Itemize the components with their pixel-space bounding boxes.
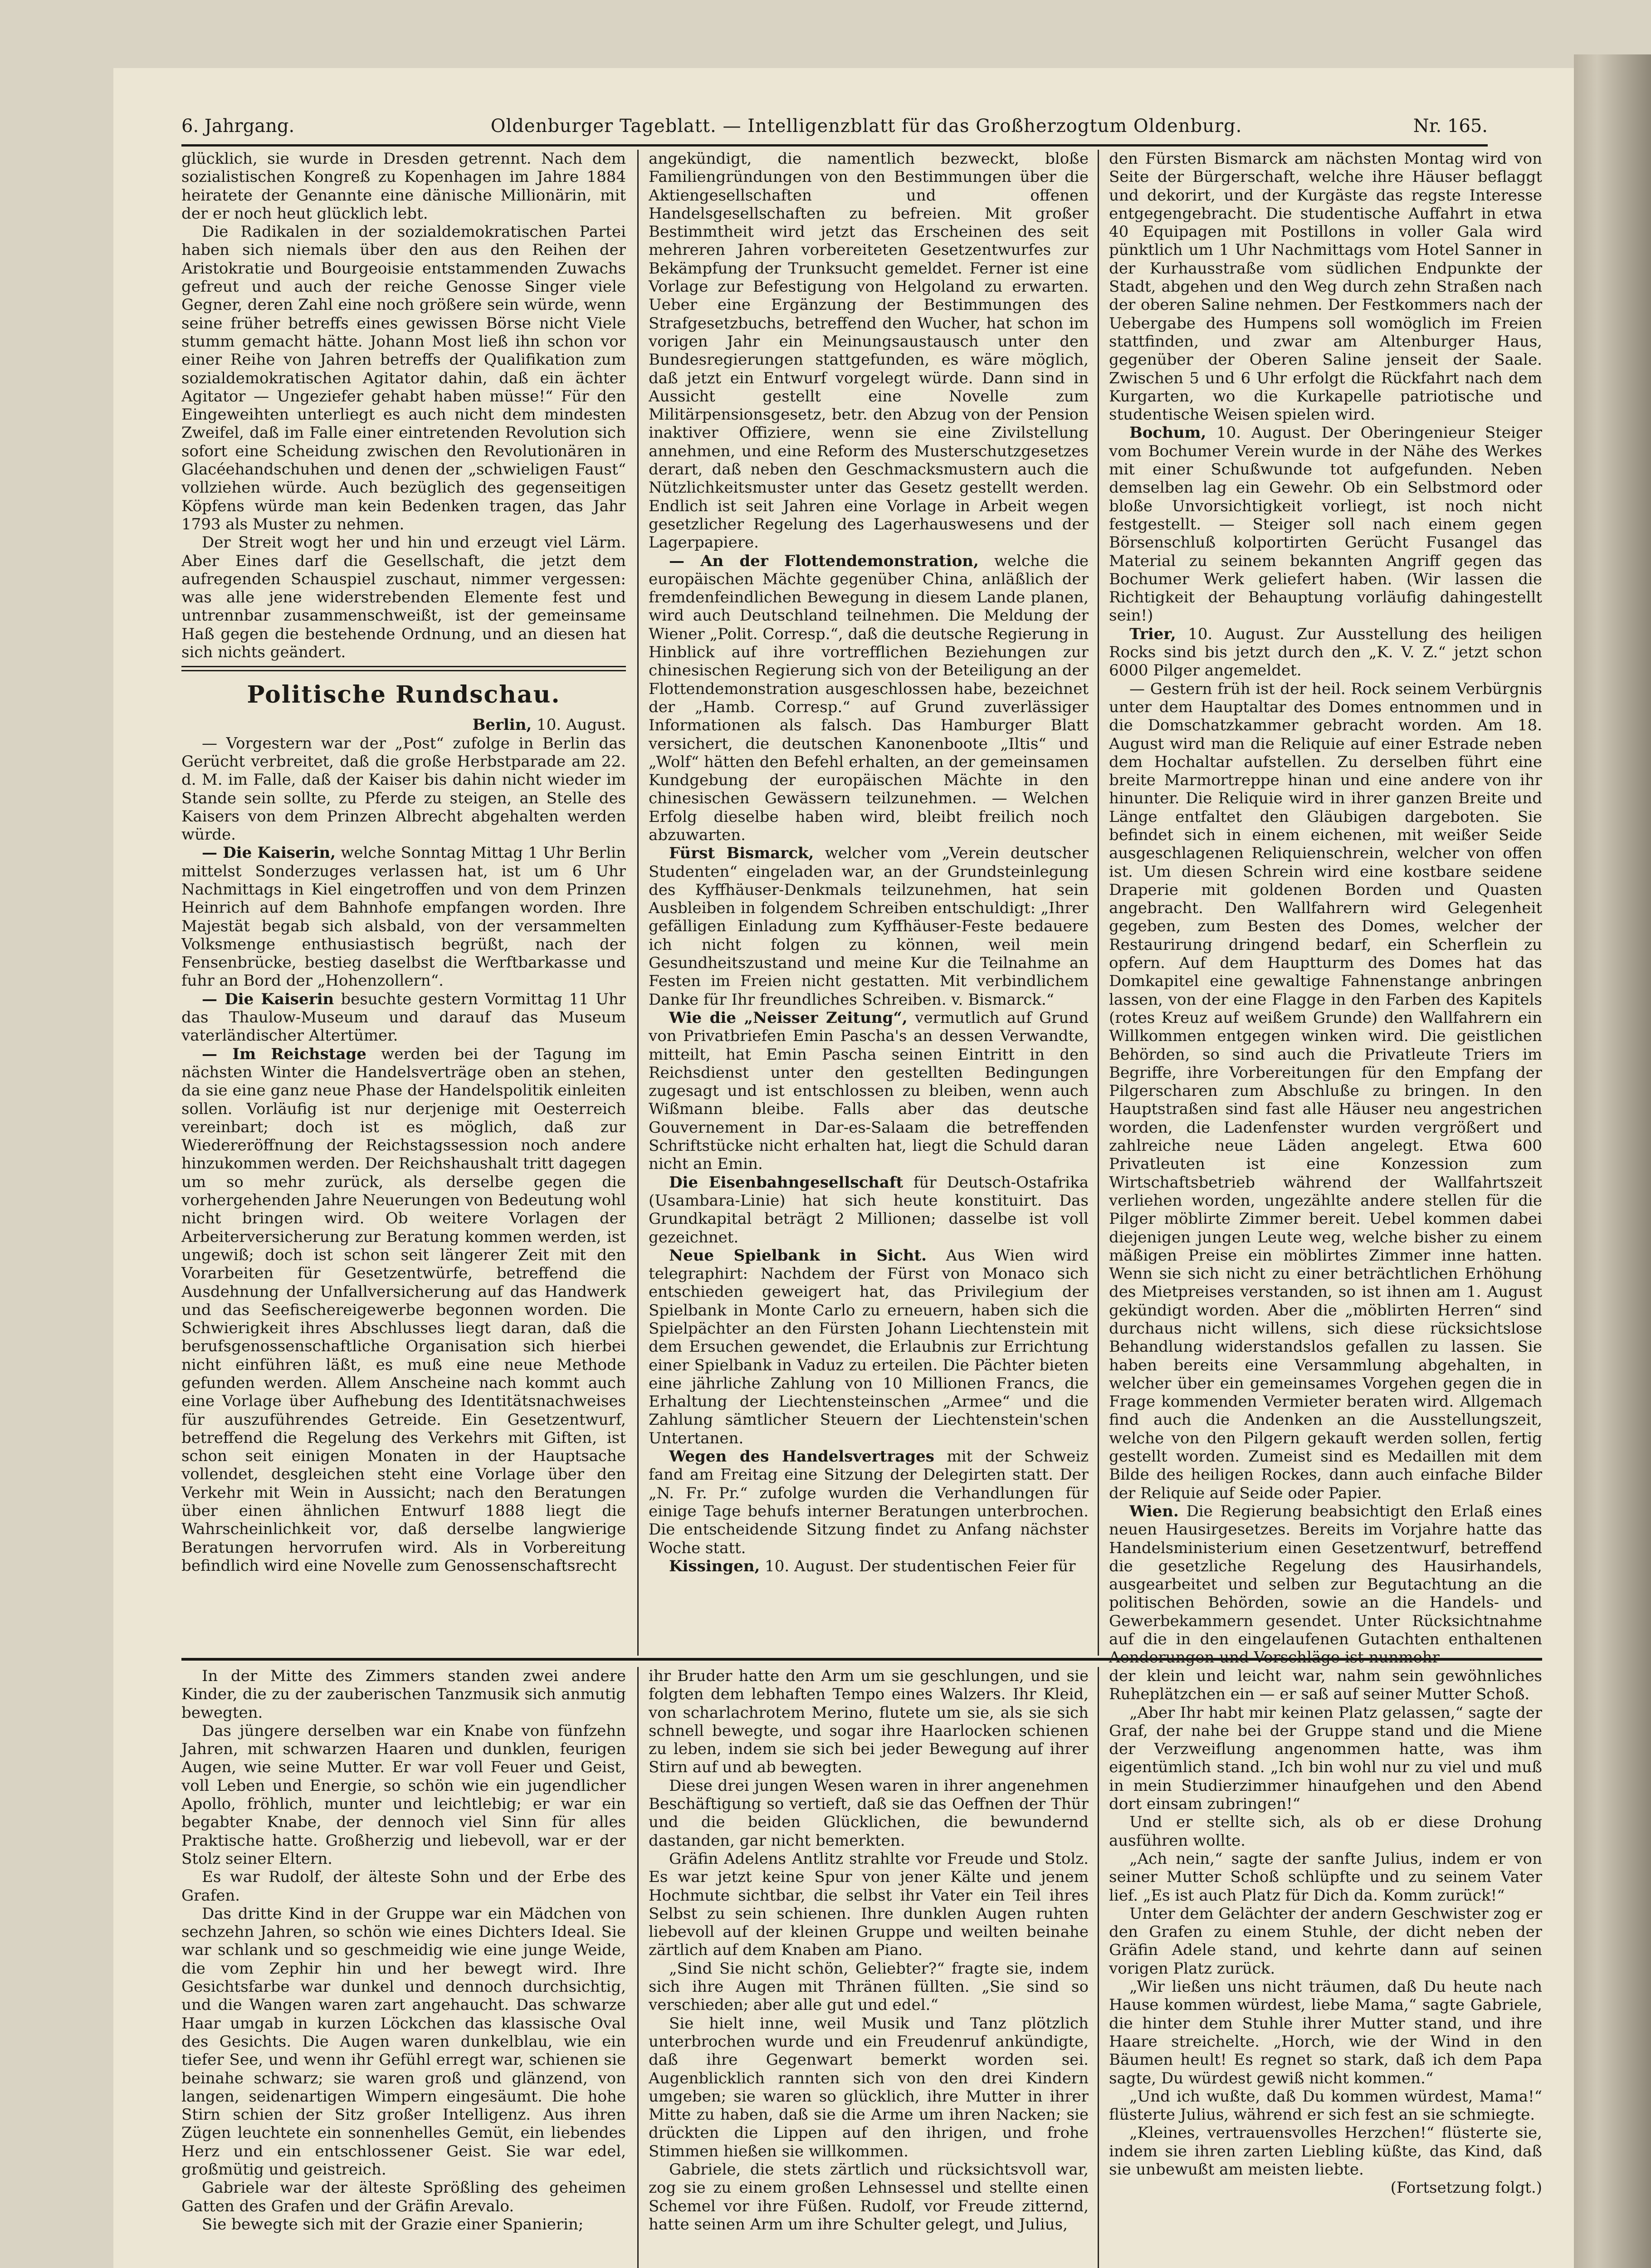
paragraph: „Kleines, vertrauensvolles Herzchen!“ flüsterte sie, indem sie ihren zarten Liebling küßte, das Kind, daß sie unbewußt am meisten liebte. [1109,2124,1542,2179]
item-heading: Die Eisenbahngesellschaft [669,1173,904,1192]
paragraph: „Ach nein,“ sagte der sanfte Julius, indem er von seiner Mutter Schoß schlüpfte und zu seinem Vater lief. „Es ist auch Platz für Dich da. Komm zurück!“ [1109,1849,1542,1905]
paragraph: Das jüngere derselben war ein Knabe von fünfzehn Jahren, mit schwarzen Haaren und dunklen, feurigen Augen, wie seine Mutter. Er war voll Feuer und Geist, voll Leben und Energie, so schön wie ein jugendlicher Apollo, fröhlich, munter und leichtlebig; er war ein begabter Knabe, der dennoch viel Sinn für alles Praktische hatte. Großherzig und liebevoll, war er der Stolz seiner Eltern. [181,1721,626,1868]
feuilleton-column-1 [181,1667,626,2268]
item-heading: Kissingen, [669,1557,760,1575]
paragraph: mit der Schweiz fand am Freitag eine Sitzung der Delegirten statt. Der „N. Fr. Pr.“ zufolge wurden die Verhandlungen für einige Tage behufs interner Beratungen unterbrochen. Die entscheidende Sitzung findet zu Anfang nächster Woche statt. [649,1447,1089,1557]
section-title: Politische Rundschau. [247,681,561,709]
column-2 [649,150,1089,1647]
paragraph: — Vorgestern war der „Post“ zufolge in Berlin das Gerücht verbreitet, daß die große Herbstparade am 22. d. M. im Falle, daß der Kaiser bis dahin nicht wieder im Stande sein sollte, zu Pferde zu steigen, an Stelle des Kaisers von dem Prinzen Albrecht abgehalten werden würde. [181,734,626,844]
paragraph: Die Regierung beabsichtigt den Erlaß eines neuen Hausirgesetzes. Bereits im Vorjahre hatte das Handelsministerium einen Gesetzentwurf, betreffend die gesetzliche Regelung des Hausirhandels, ausgearbeitet und selben zur Begutachtung an die politischen Behörden, sowie an die Handels- und Gewerbekammern gesendet. Unter Rücksichtnahme auf die in den eingelaufenen Gutachten enthaltenen [1109,1502,1543,1649]
header-rule [181,144,1488,147]
paragraph: — Gestern früh ist der heil. Rock seinem Verbürgnis unter dem Hauptaltar des Domes entnommen und in die Domschatzkammer gebracht worden. Am 18. August wird man die Reliquie auf einer Estrade neben dem Hochaltar aufstellen. Zu derselben führt eine breite Marmortreppe hinan und eine andere von ihr hinunter. Die Reliquie wird in ihrer ganzen Breite und Länge entfaltet den Gläubigen dargeboten. Sie befindet sich in einem eichenen, mit weißer Seide ausgeschlagenen Reliquienschrein, welcher von offen ist. Um diesen Schrein wird eine kostbare seidene Draperie mit goldenen Borden und Quasten angebracht. Den Wallfahrern wird Gelegenheit gegeben, zum Besten des Domes, welcher der Restaurirung dringend bedarf, ein Scherflein zu opfern. Auf dem Hauptturm des Domes hat das Domkapitel eine gewaltige Fahnenstange anbringen lassen, von der eine Flagge in den Farben des Kapitels (rotes Kreuz auf weißem Grunde) den Wallfahrern ein Willkommen entgegen winken wird. Die geistlichen Behörden, so sind auch die Privatleute Triers im Begriffe, ihre Vorbereitungen für den Empfang der Pilgerscharen zum Abschluße zu bringen. In den Hauptstraßen sind fast alle Häuser neu angestrichen worden, die Ladenfenster wurden vergrößert und zahlreiche neue Läden angelegt. Etwa 600 Privatleuten ist eine Konzession zum Wirtschaftsbetrieb während der Wallfahrtszeit verliehen worden, ungezählte andere stellen für die Pilger möblirte Zimmer bereit. Uebel kommen dabei diejenigen jungen Leute weg, welche bisher zu einem mäßigen Preise ein möblirtes Zimmer inne hatten. Wenn sie sich nicht zu einer beträchtlichen Erhöhung des Mietpreises verstanden, so ist ihnen am 1. August gekündigt worden. Aber die „möblirten Herren“ sind durchaus nicht willens, sich diese rücksichtslose Behandlung widerstandslos gefallen zu lassen. Sie haben bereits eine Versammlung abgehalten, in welcher über ein gemeinsames Vorgehen gegen die in Frage kommenden Vermieter beraten wird. Allgemach find auch die Andenken an die Ausstellungszeit, welche von den Pilgern gekauft werden sollen, fertig gestellt worden. Zumeist sind es Medaillen mit dem Bilde des heiligen Rockes, dann auch einfache Bilder der Reliquie auf Seide oder Papier. [1109,679,1542,1502]
paragraph: Aus Wien wird telegraphirt: Nachdem der Fürst von Monaco sich entschieden geweigert hat, das Privilegium der Spielbank in Monte Carlo zu erneuern, haben sich die Spielpächter an den Fürsten Johann Liechtenstein mit dem Ersuchen gewendet, die Erlaubnis zur Errichtung einer Spielbank in Vaduz zu erteilen. Die Pächter bieten eine jährliche Zahlung von 10 Millionen Francs, die Erhaltung der Liechtensteinschen „Armee“ und die Zahlung sämtlicher Steuern der Liechtenstein'schen Untertanen. [649,1246,1089,1447]
paragraph: welche die europäischen Mächte gegenüber China, anläßlich der fremdenfeindlichen Bewegung in diesem Lande planen, wird auch Deutschland teilnehmen. Die Meldung der Wiener „Polit. Corresp.“, daß die deutsche Regierung in Hinblick auf ihre vortrefflichen Beziehungen zur chinesischen Regierung sich von der Beteiligung an der Flottendemonstration ausgeschlossen habe, bezeichnet der „Hamb. Corresp.“ auf Grund zuverlässiger Informationen als falsch. Das Hamburger Blatt versichert, die deutschen Kanonenboote „Iltis“ und „Wolf“ hätten den Befehl erhalten, an der gemeinsamen Kundgebung der europäischen Mächte in den chinesischen Gewässern teilzunehmen. — Welchen Erfolg dieselbe haben wird, bleibt freilich noch abzuwarten. [649,552,1089,844]
item-heading: Wegen des Handelsvertrages [669,1447,934,1466]
paragraph: „Wir ließen uns nicht träumen, daß Du heute nach Hause kommen würdest, liebe Mama,“ sagte Gabriele, die hinter dem Stuhle ihrer Mutter stand, und ihre Haare streichelte. „Horch, wie der Wind in den Bäumen heult! Es regnet so stark, daß ich dem Papa sagte, Du würdest gewiß nicht kommen.“ [1109,1978,1542,2087]
paragraph: Gräfin Adelens Antlitz strahlte vor Freude und Stolz. Es war jetzt keine Spur von jener Kälte und jenem Hochmute sichtbar, die selbst ihr Vater ein Teil ihres Selbst zu sein schienen. Ihre dunklen Augen ruhten liebevoll auf der kleinen Gruppe und weilten beinahe zärtlich auf dem Knaben am Piano. [649,1849,1089,1960]
paragraph: für Deutsch-Ostafrika (Usambara-Linie) hat sich heute konstituirt. Das Grundkapital beträgt 2 Millionen; dasselbe ist voll gezeichnet. [649,1173,1089,1246]
paragraph: 10. August. Der studentischen Feier für [765,1557,1076,1575]
paragraph: besuchte gestern Vormittag 11 Uhr das Thaulow-Museum und darauf das Museum vaterländischer Altertümer. [181,990,626,1045]
paragraph: „Aber Ihr habt mir keinen Platz gelassen,“ sagte der Graf, der nahe bei der Gruppe stand und die Miene der Verzweiflung angenommen hatte, was ihm eigentümlich stand. „Ich bin wohl nur zu viel und muß in mein Studierzimmer hinaufgehen und den Abend dort einsam zubringen!“ [1109,1703,1542,1813]
paragraph: 10. August. Der Oberingenieur Steiger vom Bochumer Verein wurde in der Nähe des Werkes mit einer Schußwunde tot aufgefunden. Neben demselben lag ein Gewehr. Ob ein Selbstmord oder bloße Unvorsichtigkeit vorliegt, ist noch nicht festgestellt. — Steiger soll nach einem gegen Börsenschluß kolportirten Gerücht Fusangel das Material zu seinem bekannten Angriff gegen das Bochumer Werk geliefert haben. (Wir lassen die Richtigkeit der Behauptung vorläufig dahingestellt sein!) [1109,424,1542,625]
page-header [181,111,1488,147]
item-heading: Wie die „Neisser Zeitung“, [669,1008,908,1027]
paragraph: Sie hielt inne, weil Musik und Tanz plötzlich unterbrochen wurde und ein Freudenruf ankündigte, daß ihre Gegenwart bemerkt worden sei. Augenblicklich rannten sich von den drei Kindern umgeben; sie waren so glücklich, ihre Mutter in ihrer Mitte zu haben, daß sie die Arme um ihren Nacken; sie drückten die Lippen auf den ihrigen, und frohe Stimmen hießen sie willkommen. [649,2014,1089,2160]
paragraph: der klein und leicht war, nahm sein gewöhnliches Ruheplätzchen ein — er saß auf seiner Mutter Schoß. [1109,1667,1542,1704]
paragraph: werden bei der Tagung im nächsten Winter die Handelsverträge oben an stehen, da sie eine ganz neue Phase der Handelspolitik einleiten sollen. Vorläufig ist nur derjenige mit Oesterreich vereinbart; doch ist es möglich, daß zur Wiedereröffnung der Reichstagssession noch andere hinzukommen werden. Der Reichshaushalt tritt dagegen um so mehr zurück, als derselbe gegen die vorhergehenden Jahre Neuerungen von Bedeutung wohl nicht bringen wird. Ob weitere Vorlagen der Arbeiterversicherung zur Beratung kommen werden, ist ungewiß; doch ist schon seit längerer Zeit mit den Vorarbeiten für Gesetzentwürfe, betreffend die Ausdehnung der Unfallversicherung auf das Handwerk und das Seefischereigewerbe begonnen worden. Die Schwierigkeit ihres Abschlusses liegt daran, daß die berufsgenossenschaftliche Organisation sich hierbei nicht einführen läßt, es muß eine neue Methode gefunden werden. Allem Anscheine nach kommt auch eine Vorlage über Aufhebung des Identitätsnachweises für auszuführendes Getreide. Ein Gesetzentwurf, betreffend die Regelung des Verkehrs mit Giften, ist schon seit einigen Monaten in der Hauptsache vollendet, desgleichen steht eine Vorlage über den Verkehr mit Wein in Aussicht; nach den Beratungen über einen ähnlichen Entwurf 1888 liegt die Wahrscheinlichkeit vor, daß derselbe langwierige Beratungen hervorrufen wird. Als in Vorbereitung befindlich wird eine Novelle zum Genossenschaftsrecht [181,1045,626,1575]
paragraph: Diese drei jungen Wesen waren in ihrer angenehmen Beschäftigung so vertieft, daß sie das Oeffnen der Thür und die beiden Glücklichen, die bewundernd dastanden, gar nicht bemerkten. [649,1776,1089,1850]
paragraph: In der Mitte des Zimmers standen zwei andere Kinder, die zu der zauberischen Tanzmusik sich anmutig bewegten. [181,1667,626,1722]
column-rule [637,150,639,1656]
paragraph: „Und ich wußte, daß Du kommen würdest, Mama!“ flüsterte Julius, während er sich fest an sie schmiegte. [1109,2087,1542,2124]
item-heading: Wien. [1129,1502,1179,1520]
paragraph: vermutlich auf Grund von Privatbriefen Emin Pascha's an dessen Verwandte, mitteilt, hat Emin Pascha seinen Eintritt in den Reichsdienst unter den gestellten Bedingungen zugesagt und ist entschlossen zu bleiben, wenn auch Wißmann bleibe. Falls aber das deutsche Gouvernement in Dar-es-Salaam die betreffenden Schriftstücke nicht erhalten hat, liegt die Schuld daran nicht an Emin. [649,1008,1089,1173]
dateline-date: 10. August. [537,716,626,734]
paragraph: welcher vom „Verein deutscher Studenten“ eingeladen war, an der Grundsteinlegung des Kyffhäuser-Denkmals teilzunehmen, hat sein Ausbleiben in folgendem Schreiben entschuldigt: „Ihrer gefälligen Einladung zum Kyffhäuser-Feste bedauere ich nicht folgen zu können, weil mein Gesundheitszustand und meine Kur die Teilnahme an Festen im Freien nicht gestatten. Mit verbindlichem Danke für Ihr freundliches Schreiben. v. Bismarck.“ [649,844,1089,1009]
issue-number: Nr. 165. [1413,116,1488,137]
paragraph: „Sind Sie nicht schön, Geliebter?“ fragte sie, indem sich ihre Augen mit Thränen füllten. „Sie sind so verschieden; aber alle gut und edel.“ [649,1959,1089,2014]
section-divider [181,666,626,671]
paragraph: welche Sonntag Mittag 1 Uhr Berlin mittelst Sonderzuges verlassen hat, ist um 6 Uhr Nachmittags in Kiel eingetroffen und von dem Prinzen Heinrich auf dem Bahnhofe empfangen worden. Ihre Majestät begab sich alsbald, von der versammelten Volksmenge enthusiastisch begrüßt, nach der Fensenbrücke, bestieg daselbst die Werftbarkasse und fuhr an Bord der „Hohenzollern“. [181,844,626,990]
item-heading: — Im Reichstage [202,1045,366,1063]
item-heading: Bochum, [1129,424,1206,442]
column-rule [1098,150,1099,1656]
item-heading: — Die Kaiserin, [202,844,336,862]
paragraph: ihr Bruder hatte den Arm um sie geschlungen, und sie folgten dem lebhaften Tempo eines Walzers. Ihr Kleid, von scharlachrotem Merino, flutete um sie, als sie sich schnell bewegte, und sogar ihre Haarlocken schienen zu leben, indem sie sich bei jeder Bewegung auf ihrer Stirn auf und ab bewegten. [649,1667,1089,1777]
dateline-city: Berlin, [472,716,532,734]
item-heading: Trier, [1129,625,1176,643]
paragraph: Und er stellte sich, als ob er diese Drohung ausführen wollte. [1109,1813,1542,1850]
item-heading: Fürst Bismarck, [669,844,814,863]
feuilleton-column-3 [1109,1667,1542,2268]
continuation-note: (Fortsetzung folgt.) [1390,2179,1542,2197]
paragraph: den Fürsten Bismarck am nächsten Montag wird von Seite der Bürgerschaft, welche ihre Häuser beflaggt und dekorirt, und der Kurgäste das regste Interesse entgegengebracht. Die studentische Auffahrt in etwa 40 Equipagen mit Postillons in voller Gala wird pünktlich um 1 Uhr Nachmittags vom Hotel Sanner in der Kurhausstraße vom südlichen Endpunkte der Stadt, abgehen und den Weg durch zehn Straßen nach der oberen Saline nehmen. Der Festkommers nach der Uebergabe des Humpens soll womöglich im Freien stattfinden, und zwar am Altenburger Haus, gegenüber der Oberen Saline jenseit der Saale. Zwischen 5 und 6 Uhr erfolgt die Rückfahrt nach dem Kurgarten, wo die Kurkapelle patriotische und studentische Weisen spielen wird. [1109,150,1542,424]
item-heading: — An der Flottendemonstration, [669,552,979,570]
feuilleton-column-2 [649,1667,1089,2268]
column-3 [1109,150,1542,1647]
paragraph: Sie bewegte sich mit der Grazie einer Spanierin; [202,2215,584,2234]
paragraph: Unter dem Gelächter der andern Geschwister zog er den Grafen zu einem Stuhle, der dicht neben der Gräfin Adele stand, und kehrte dann auf seinen vorigen Platz zurück. [1109,1904,1542,1978]
masthead-title: Oldenburger Tageblatt. — Intelligenzblatt für das Großherzogtum Oldenburg. [490,116,1242,137]
column-1 [181,150,626,1647]
paragraph: Es war Rudolf, der älteste Sohn und der Erbe des Grafen. [181,1868,626,1905]
paragraph: Gabriele war der älteste Sprößling des geheimen Gatten des Grafen und der Gräfin Arevalo. [181,2179,626,2215]
paragraph: Das dritte Kind in der Gruppe war ein Mädchen von sechzehn Jahren, so schön wie eines Dichters Ideal. Sie war schlank und so geschmeidig wie eine junge Weide, die vom Zephir hin und her bewegt wird. Ihre Gesichtsfarbe war dunkel und dennoch durchsichtig, und die Wangen waren zart angehaucht. Das schwarze Haar umgab in kurzen Löckchen das klassische Oval des Gesichts. Die Augen waren dunkelblau, wie ein tiefer See, und wenn ihr Gefühl erregt war, schienen sie beinahe schwarz; sie waren groß und glänzend, von langen, seidenartigen Wimpern eingesäumt. Die hohe Stirn schien der Sitz großer Intelligenz. Aus ihren Zügen leuchtete ein sonnenhelles Gemüt, ein liebendes Herz und ein entschlossener Geist. Sie war edel, großmütig und geistreich. [181,1904,626,2179]
volume-label: 6. Jahrgang. [181,116,295,137]
paragraph: 10. August. Zur Ausstellung des heiligen Rocks sind bis jetzt durch den „K. V. Z.“ jetzt schon 6000 Pilger angemeldet. [1109,625,1542,680]
column-rule [637,1667,639,2268]
paragraph: Die Radikalen in der sozialdemokratischen Partei haben sich niemals über den aus den Reihen der Aristokratie und Bourgeoisie entstammenden Zuwachs gefreut und auch der reiche Genosse Singer viele Gegner, deren Zahl eine noch größere sein würde, wenn seine früher betreffs eines gewissen Börse nicht Viele stumm gemacht hätte. Johann Most ließ ihn schon vor einer Reihe von Jahren betreffs der Qualifikation zum sozialdemokratischen Agitator dahin, daß ein ächter Agitator — Ungeziefer gehabt haben müsse!“ Für den Eingeweihten unterliegt es auch nicht dem mindesten Zweifel, daß im Falle einer eintretenden Revolution sich sofort eine Scheidung zwischen den Revolutionären in Glacéehandschuhen und denen der „schwieligen Faust“ vollziehen würde. Auch bezüglich des gegenseitigen Köpfens würde man kein Bedenken tragen, das Jahr 1793 als Muster zu nehmen. [181,223,626,533]
paragraph: angekündigt, die namentlich bezweckt, bloße Familiengründungen von den Bestimmungen über die Aktiengesellschaften und offenen Handelsgesellschaften zu befreien. Mit großer Bestimmtheit wird jetzt das Erscheinen des seit mehreren Jahren vorbereiteten Gesetzentwurfes zur Bekämpfung der Trunksucht gemeldet. Ferner ist eine Vorlage zur Befestigung von Helgoland zu erwarten. Ueber eine Ergänzung der Bestimmungen des Strafgesetzbuchs, betreffend den Wucher, hat schon im vorigen Jahr ein Meinungsaustausch unter den Bundesregierungen stattgefunden, es wäre möglich, daß jetzt ein Entwurf vorgelegt würde. Dann sind in Aussicht gestellt eine Novelle zum Militärpensionsgesetz, betr. den Abzug von der Pension inaktiver Offiziere, wenn sie eine Zivilstellung annehmen, und eine Reform des Musterschutzgesetzes derart, daß neben den Geschmacksmustern auch die Nützlichkeitsmuster unter das Gesetz gestellt werden. Endlich ist seit Jahren eine Vorlage in Arbeit wegen gesetzlicher Regelung des Lagerhauswesens und der Lagerpapiere. [649,150,1089,552]
paragraph: Gabriele, die stets zärtlich und rücksichtsvoll war, zog sie zu einem großen Lehnsessel und stellte einen Schemel vor ihre Füßen. Rudolf, vor Freude zitternd, hatte seinen Arm um ihre Schulter gelegt, und Julius, [649,2160,1089,2234]
page-edge [1574,54,1651,2268]
paragraph: glücklich, sie wurde in Dresden getrennt. Nach dem sozialistischen Kongreß zu Kopenhagen im Jahre 1884 heiratete der Genannte eine dänische Millionärin, mit der er noch heut glücklich lebt. [181,150,626,223]
item-heading: Neue Spielbank in Sicht. [669,1246,927,1265]
item-heading: — Die Kaiserin [202,990,334,1008]
column-rule [1098,1667,1099,2268]
paragraph: Der Streit wogt her und hin und erzeugt viel Lärm. Aber Eines darf die Gesellschaft, die jetzt dem aufregenden Schauspiel zuschaut, nimmer vergessen: was alle jene widerstrebenden Elemente fest und untrennbar zusammenschweißt, ist der gemeinsame Haß gegen die bestehende Ordnung, und an diesen hat sich nichts geändert. [181,533,626,662]
feuilleton-rule [181,1658,1542,1661]
